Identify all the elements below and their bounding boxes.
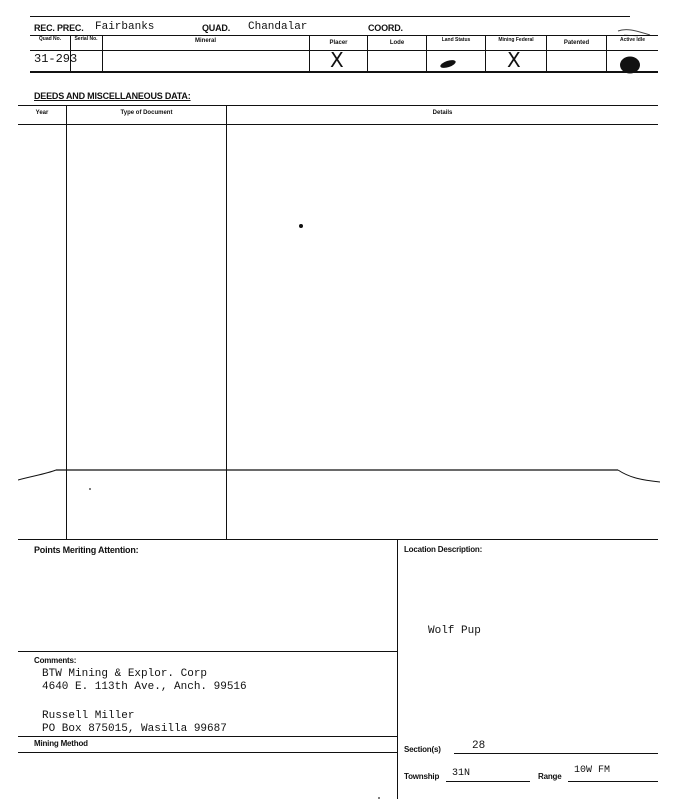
quad-value: Chandalar [248, 21, 308, 33]
deeds-table-header-rule [18, 124, 658, 125]
quad-label: QUAD. [202, 23, 230, 33]
page-fold-line [18, 462, 660, 488]
rec-prec-label: REC. PREC. [34, 23, 84, 33]
stray-dot-small [89, 488, 91, 490]
township-label: Township [404, 772, 440, 781]
mining-federal-check-mark: X [507, 48, 521, 72]
deeds-col-header-details: Details [432, 110, 453, 116]
comments-line-1: BTW Mining & Explor. Corp [42, 668, 208, 680]
placer-check-mark: X [330, 48, 344, 72]
location-description-label: Location Description: [404, 545, 483, 554]
township-value: 31N [452, 768, 471, 779]
range-value: 10W FM [574, 765, 611, 776]
lower-section-divider [397, 539, 398, 799]
comments-label: Comments: [34, 656, 77, 665]
location-description-text: Wolf Pup [428, 625, 481, 637]
range-label: Range [538, 772, 562, 781]
comments-line-2: 4640 E. 113th Ave., Anch. 99516 [42, 681, 247, 693]
deeds-table-bottom-rule [18, 539, 658, 540]
sections-label: Section(s) [404, 745, 441, 754]
township-underline [446, 781, 530, 782]
deeds-table-top-rule [18, 105, 658, 106]
land-status-scribble [438, 56, 458, 66]
coord-label: COORD. [368, 23, 403, 33]
col-header-quad-no: Quad No. [38, 36, 62, 42]
claim-table-header-rule [30, 50, 658, 51]
stray-dot-bottom [378, 797, 380, 799]
mining-method-label: Mining Method [34, 739, 88, 748]
active-idle-filled-mark [618, 55, 642, 75]
points-meriting-attention-label: Points Meriting Attention: [34, 545, 139, 555]
rec-prec-value: Fairbanks [95, 21, 155, 33]
header-squiggle [616, 24, 652, 34]
sections-value: 28 [472, 740, 486, 752]
claim-table-bottom-rule [30, 71, 658, 73]
top-rule [30, 16, 630, 17]
claim-table-top-rule [30, 35, 658, 36]
stray-dot [299, 224, 303, 228]
deeds-col-header-type: Type of Document [120, 110, 173, 116]
comments-line-4: Russell Miller [42, 710, 135, 722]
col-header-lode: Lode [389, 40, 405, 46]
comments-top-rule [18, 651, 397, 652]
col-header-active-idle: Active Idle [619, 37, 645, 43]
col-header-serial-no: Serial No. [74, 36, 98, 42]
deeds-section-title: DEEDS AND MISCELLANEOUS DATA: [34, 91, 191, 101]
col-header-mineral: Mineral [194, 38, 216, 44]
col-header-placer: Placer [329, 40, 348, 46]
range-underline [568, 781, 658, 782]
sections-underline [454, 753, 658, 754]
comments-line-5: PO Box 875015, Wasilla 99687 [42, 723, 227, 735]
quad-serial-value: 31-293 [34, 52, 78, 66]
mining-method-top-rule [18, 736, 397, 737]
mining-method-bottom-rule [18, 752, 397, 753]
deeds-col-header-year: Year [35, 110, 49, 116]
col-header-patented: Patented [563, 40, 590, 46]
col-header-mining-federal: Mining Federal [498, 37, 534, 43]
col-header-land-status: Land Status [441, 37, 471, 43]
